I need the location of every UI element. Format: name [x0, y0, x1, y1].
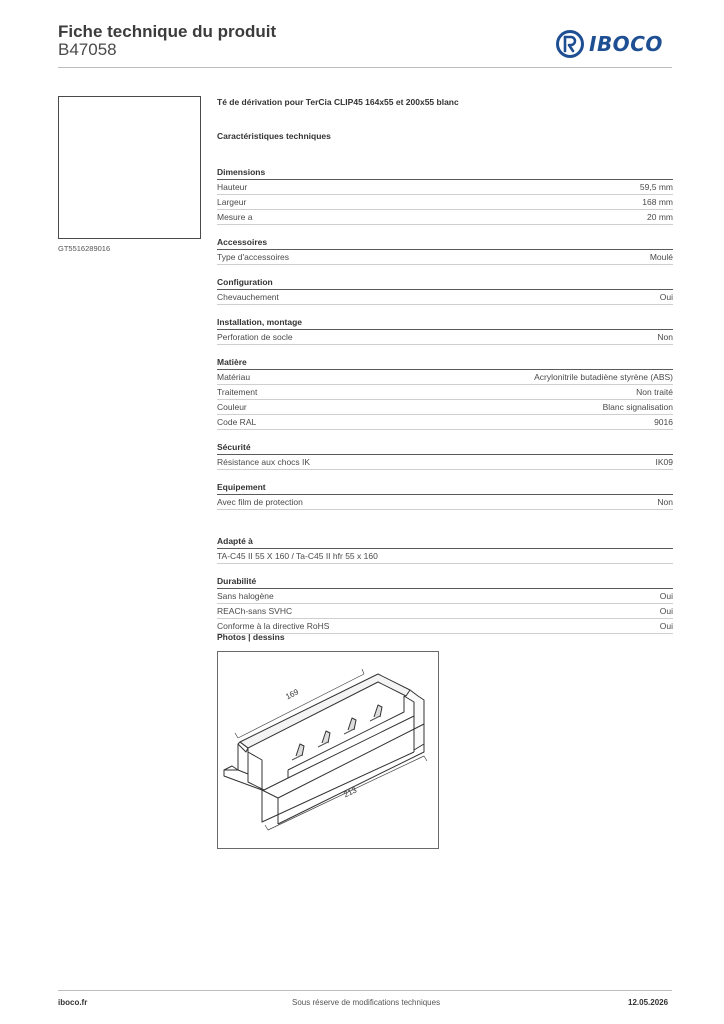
spec-value: IK09: [655, 457, 673, 467]
dimension-169-label: 169: [284, 687, 301, 702]
section-title: Configuration: [217, 274, 673, 290]
spec-section: [217, 314, 673, 345]
spec-label: Conforme à la directive RoHS: [217, 621, 330, 631]
spec-row: [217, 250, 673, 265]
spec-sections: [217, 164, 673, 634]
product-gtin: GT5516289016: [58, 244, 111, 253]
spec-value: Oui: [659, 606, 673, 616]
section-title: Installation, montage: [217, 314, 673, 330]
spec-value: Oui: [659, 591, 673, 601]
section-title: Dimensions: [217, 164, 673, 180]
spec-label: Traitement: [217, 387, 258, 397]
spec-label: Matériau: [217, 372, 251, 382]
technical-drawing: [217, 651, 439, 849]
spec-value: Oui: [659, 292, 673, 302]
spec-value: 168 mm: [642, 197, 673, 207]
photos-title: Photos | dessins: [217, 632, 285, 642]
spec-label: REACh-sans SVHC: [217, 606, 293, 616]
spec-label: Largeur: [217, 197, 247, 207]
spec-label: Avec film de protection: [217, 497, 303, 507]
spec-value: Non: [657, 497, 673, 507]
spec-section: [217, 234, 673, 265]
spec-value: 9016: [654, 417, 673, 427]
spec-section: [217, 573, 673, 634]
spec-section: [217, 479, 673, 510]
spec-row: [217, 290, 673, 305]
spec-value: Oui: [659, 621, 673, 631]
spec-row: [217, 385, 673, 400]
spec-value: 59,5 mm: [639, 182, 673, 192]
spec-row: [217, 180, 673, 195]
product-image: [58, 96, 201, 239]
section-title: Accessoires: [217, 234, 673, 250]
spec-value: Blanc signalisation: [602, 402, 673, 412]
spec-label: Résistance aux chocs IK: [217, 457, 311, 467]
spec-content: [217, 96, 673, 634]
spec-value: Non traité: [636, 387, 673, 397]
product-code: B47058: [58, 40, 117, 59]
spec-label: Hauteur: [217, 182, 248, 192]
spec-section: [217, 274, 673, 305]
spec-label: Mesure a: [217, 212, 253, 222]
spec-row: [217, 604, 673, 619]
spec-label: Sans halogène: [217, 591, 274, 601]
section-title: Matière: [217, 354, 673, 370]
spec-label: Chevauchement: [217, 292, 279, 302]
spec-row: [217, 370, 673, 385]
document-title: Fiche technique du produit: [58, 22, 277, 41]
spec-label: Type d'accessoires: [217, 252, 290, 262]
product-title: Té de dérivation pour TerCia CLIP45 164x55 et 200x55 blanc: [217, 97, 459, 107]
spec-label: Code RAL: [217, 417, 257, 427]
spec-value: 20 mm: [647, 212, 673, 222]
spec-row: [217, 589, 673, 604]
brand-logo-icon: [556, 30, 584, 58]
footer-divider: [58, 990, 672, 991]
section-title: Durabilité: [217, 573, 673, 589]
footer-date: 12.05.2026: [628, 998, 669, 1007]
spec-row: [217, 400, 673, 415]
section-title: Adapté à: [217, 533, 673, 549]
spec-row: [217, 549, 673, 564]
section-title: Sécurité: [217, 439, 673, 455]
footer-website: iboco.fr: [58, 998, 88, 1007]
brand-logo-text: IBOCO: [589, 32, 663, 56]
spec-label: TA-C45 II 55 X 160 / Ta-C45 II hfr 55 x 160: [217, 551, 378, 561]
dimension-213-label: 213: [342, 785, 359, 800]
spec-row: [217, 619, 673, 634]
spec-value: Non: [657, 332, 673, 342]
section-title: Equipement: [217, 479, 673, 495]
spec-subtitle: Caractéristiques techniques: [217, 131, 331, 141]
spec-value: Moulé: [649, 252, 673, 262]
spec-row: [217, 495, 673, 510]
spec-label: Couleur: [217, 402, 247, 412]
spec-row: [217, 415, 673, 430]
spec-section: [217, 164, 673, 225]
spec-section: [217, 354, 673, 430]
spec-row: [217, 195, 673, 210]
header-divider: [58, 67, 672, 68]
spec-label: Perforation de socle: [217, 332, 293, 342]
spec-row: [217, 455, 673, 470]
spec-row: [217, 330, 673, 345]
spec-section: [217, 439, 673, 470]
brand-logo: [556, 29, 674, 59]
technical-drawing-svg: [218, 652, 438, 848]
footer-notice: Sous réserve de modifications techniques: [292, 998, 441, 1007]
spec-value: Acrylonitrile butadiène styrène (ABS): [534, 372, 673, 382]
spec-row: [217, 210, 673, 225]
spec-section: [217, 533, 673, 564]
